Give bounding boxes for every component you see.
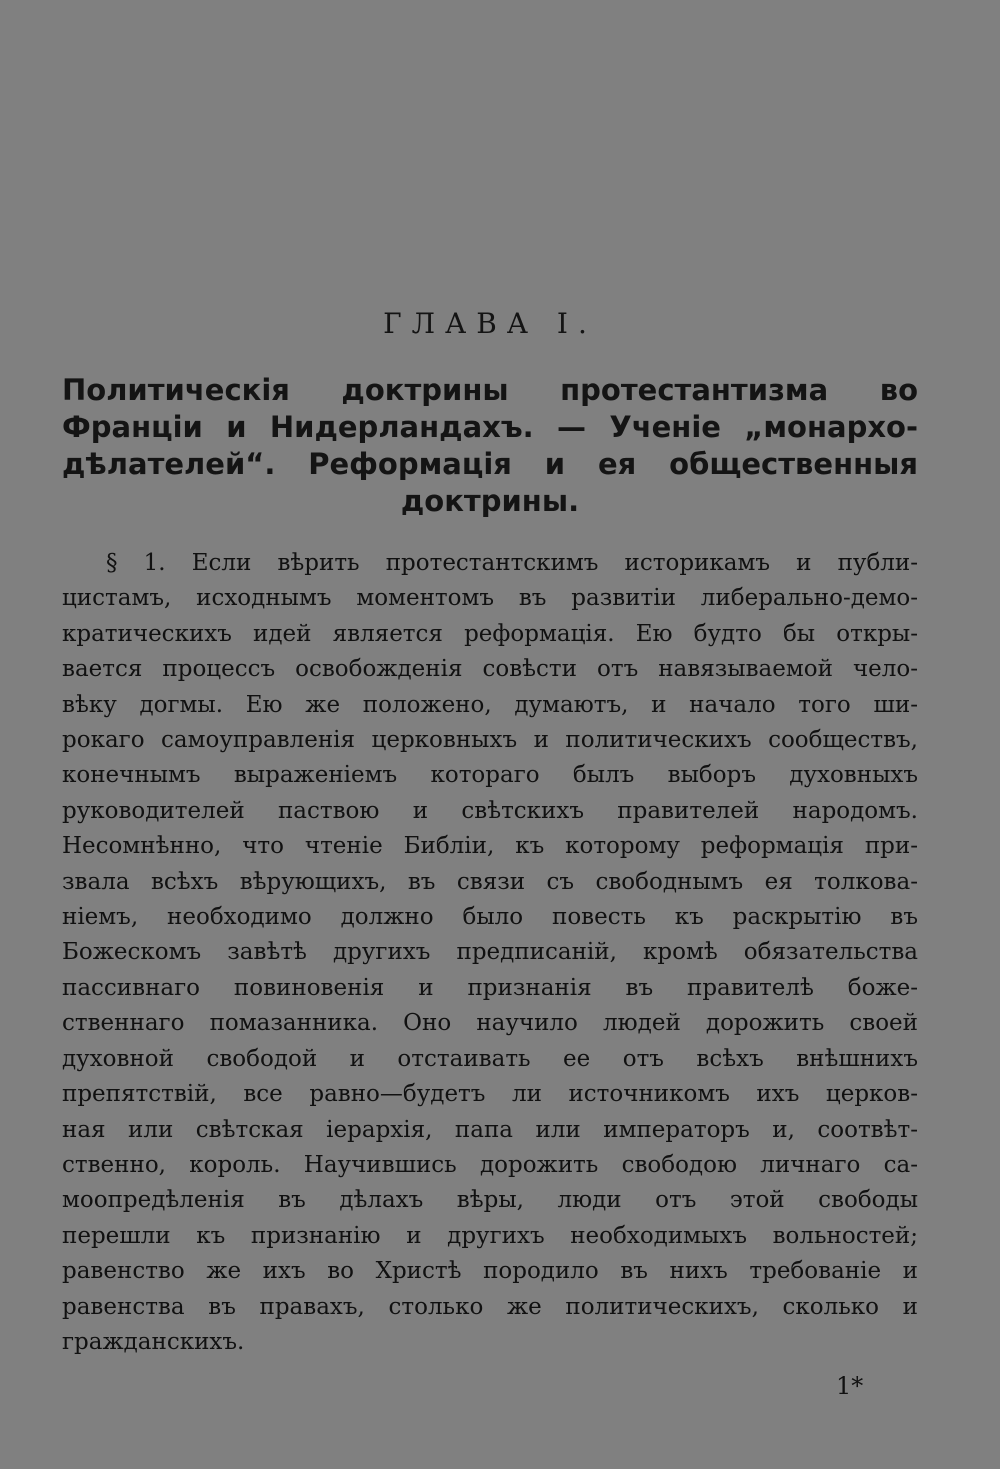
body-line: § 1. Если вѣрить протестантскимъ историкамъ и публи- <box>106 550 918 576</box>
page-number: 1* <box>836 1372 864 1400</box>
body-line: руководителей паствою и свѣтскихъ правителей народомъ. <box>62 797 918 824</box>
chapter-title-line: Политическія доктрины протестантизма во <box>62 373 918 407</box>
body-line: звала всѣхъ вѣрующихъ, въ связи съ свободнымъ ея толкова- <box>62 868 918 895</box>
body-line: ніемъ, необходимо должно было повесть къ раскрытію въ <box>62 904 918 931</box>
body-paragraph <box>62 546 918 1360</box>
body-line: конечнымъ выраженіемъ котораго былъ выборъ духовныхъ <box>62 762 918 789</box>
body-line: ная или свѣтская іерархія, папа или императоръ и, соотвѣт- <box>62 1116 918 1143</box>
body-line: моопредѣленія въ дѣлахъ вѣры, люди отъ этой свободы <box>62 1187 918 1214</box>
body-line: вѣку догмы. Ею же положено, думаютъ, и начало того ши- <box>62 691 918 718</box>
body-line: духовной свободой и отстаивать ее отъ всѣхъ внѣшнихъ <box>62 1045 918 1072</box>
body-line: цистамъ, исходнымъ моментомъ въ развитіи либерально-демо- <box>62 585 918 612</box>
body-line: равенство же ихъ во Христѣ породило въ нихъ требованіе и <box>62 1258 918 1285</box>
body-line: Несомнѣнно, что чтеніе Библіи, къ которому реформація при- <box>62 833 918 860</box>
chapter-title-line: дѣлателей“. Реформація и ея общественныя <box>62 447 918 481</box>
body-line: пассивнаго повиновенія и признанія въ правителѣ боже- <box>62 974 918 1001</box>
body-line: кратическихъ идей является реформація. Ею будто бы откры- <box>62 620 918 647</box>
body-line: перешли къ признанію и другихъ необходимыхъ вольностей; <box>62 1222 918 1249</box>
body-line: препятствій, все равно—будетъ ли источникомъ ихъ церков- <box>62 1081 918 1108</box>
body-line: равенства въ правахъ, столько же политическихъ, сколько и <box>62 1293 918 1320</box>
chapter-title-line: Франціи и Нидерландахъ. — Ученіе „монархо- <box>62 410 918 444</box>
body-line: ственно, король. Научившись дорожить свободою личнаго са- <box>62 1151 918 1178</box>
body-line: ственнаго помазанника. Оно научило людей дорожить своей <box>62 1010 918 1037</box>
body-line: Божескомъ завѣтѣ другихъ предписаній, кромѣ обязательства <box>62 939 918 966</box>
body-line: рокаго самоуправленія церковныхъ и политическихъ сообществъ, <box>62 727 918 754</box>
body-line: вается процессъ освобожденія совѣсти отъ навязываемой чело- <box>62 656 918 683</box>
body-line: гражданскихъ. <box>62 1328 245 1355</box>
chapter-title <box>62 372 918 520</box>
chapter-title-line: доктрины. <box>400 484 580 518</box>
chapter-heading: ГЛАВА I. <box>383 307 597 340</box>
